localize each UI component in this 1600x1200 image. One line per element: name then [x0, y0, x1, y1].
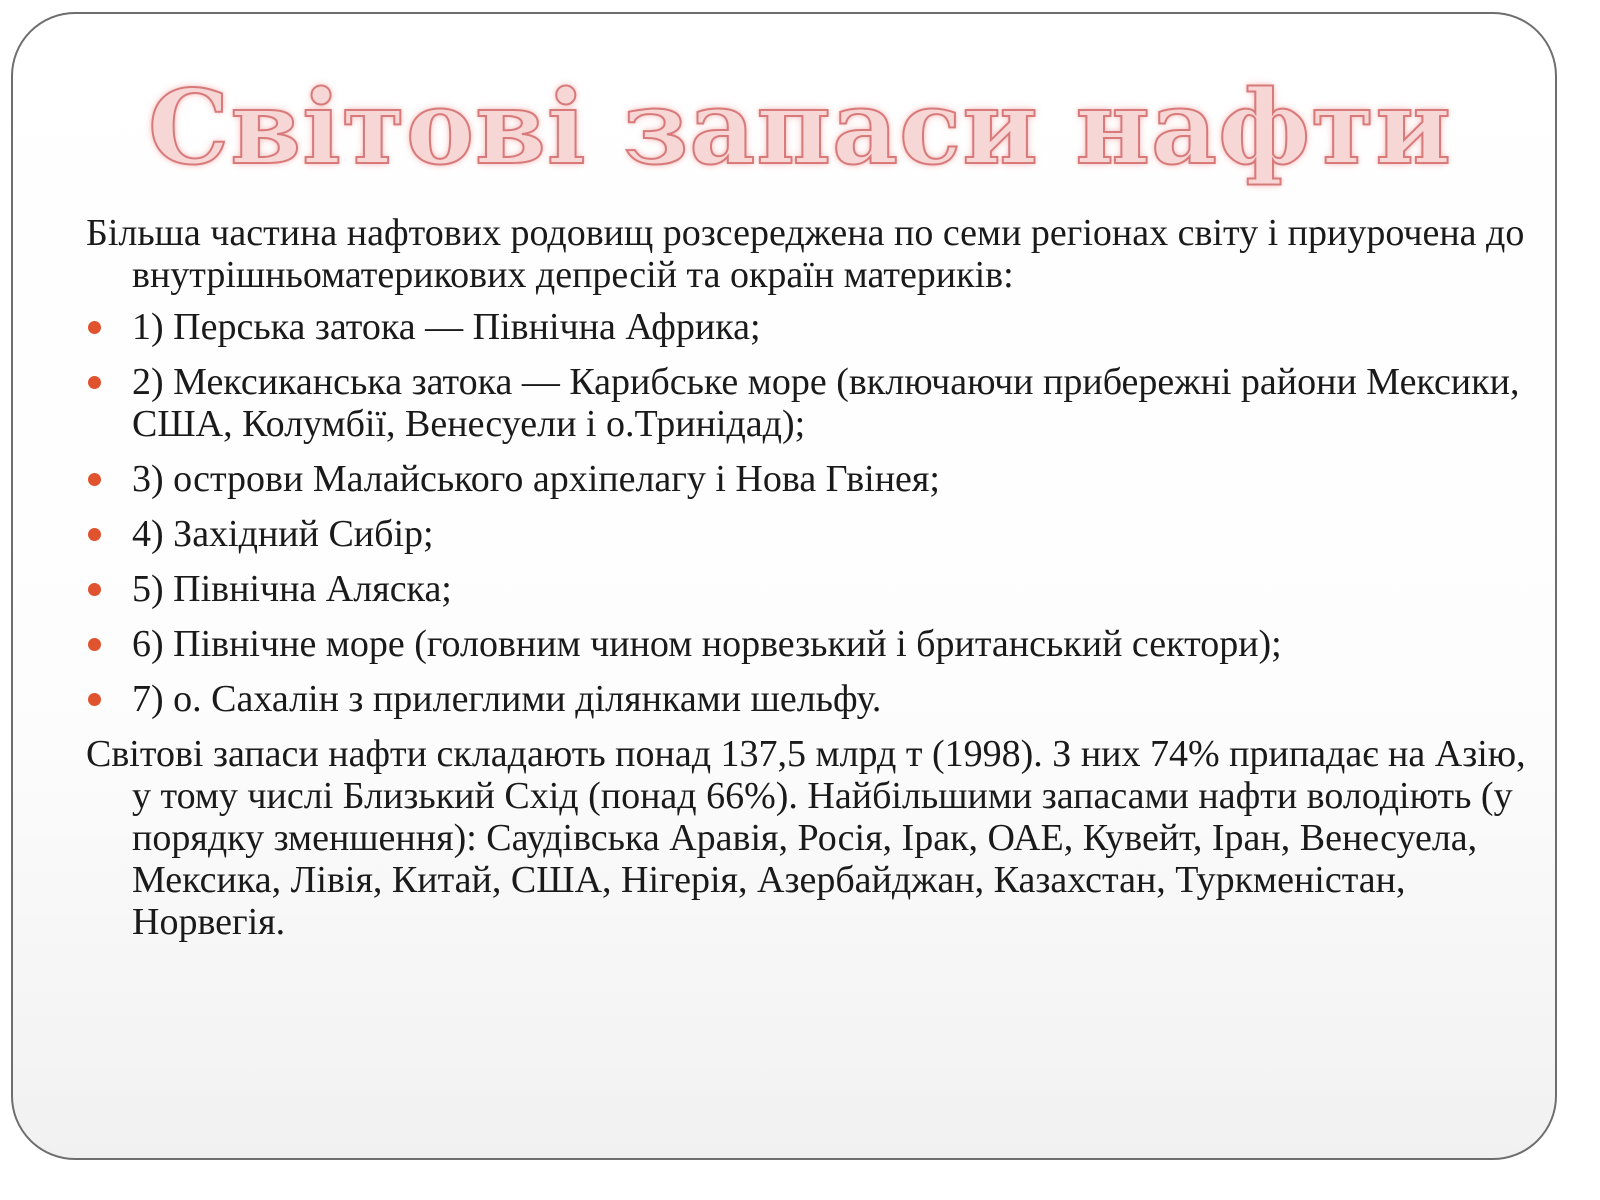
list-item-text: 4) Західний Сибір; [132, 513, 434, 555]
list-item [86, 568, 1526, 610]
bullet-icon [88, 473, 101, 486]
list-item [86, 678, 1526, 720]
list-item [86, 623, 1526, 665]
bullet-icon [88, 583, 101, 596]
list-item-text: 1) Перська затока — Північна Африка; [132, 306, 761, 348]
list-item [86, 458, 1526, 500]
list-item-text: 7) о. Сахалін з прилеглими ділянками шельфу. [132, 678, 882, 720]
regions-list [86, 306, 1526, 720]
intro-paragraph: Більша частина нафтових родовищ розсереджена по семи регіонах світу і приурочена до внутрішньоматерикових депресій та окраїн материків: [86, 212, 1525, 296]
list-item-text: 2) Мексиканська затока — Карибське море (включаючи прибережні райони Мексики, США, Колумбії, Венесуели і о.Тринідад); [132, 361, 1520, 445]
list-item-text: 6) Північне море (головним чином норвезький і британський сектори); [132, 623, 1282, 665]
conclusion-paragraph: Світові запаси нафти складають понад 137,5 млрд т (1998). З них 74% припадає на Азію, у тому числі Близький Схід (понад 66%). Найбільшими запасами нафти володіють (у порядку зменшення): Саудівська Аравія, Росія, Ірак, ОАЕ, Кувейт, Іран, Венесуела, Мексика, Лівія, Китай, США, Нігерія, Азербайджан, Казахстан, Туркменістан, Норвегія. [86, 733, 1526, 943]
list-item [86, 361, 1526, 445]
list-item-text: 3) острови Малайського архіпелагу і Нова Гвінея; [132, 458, 940, 500]
list-item [86, 306, 1526, 348]
slide-title: Світові запаси нафти [148, 68, 1452, 188]
list-item-text: 5) Північна Аляска; [132, 568, 452, 610]
slide-content [86, 212, 1526, 953]
bullet-icon [88, 693, 101, 706]
bullet-icon [88, 321, 101, 334]
list-item [86, 513, 1526, 555]
bullet-icon [88, 376, 101, 389]
bullet-icon [88, 638, 101, 651]
bullet-icon [88, 528, 101, 541]
